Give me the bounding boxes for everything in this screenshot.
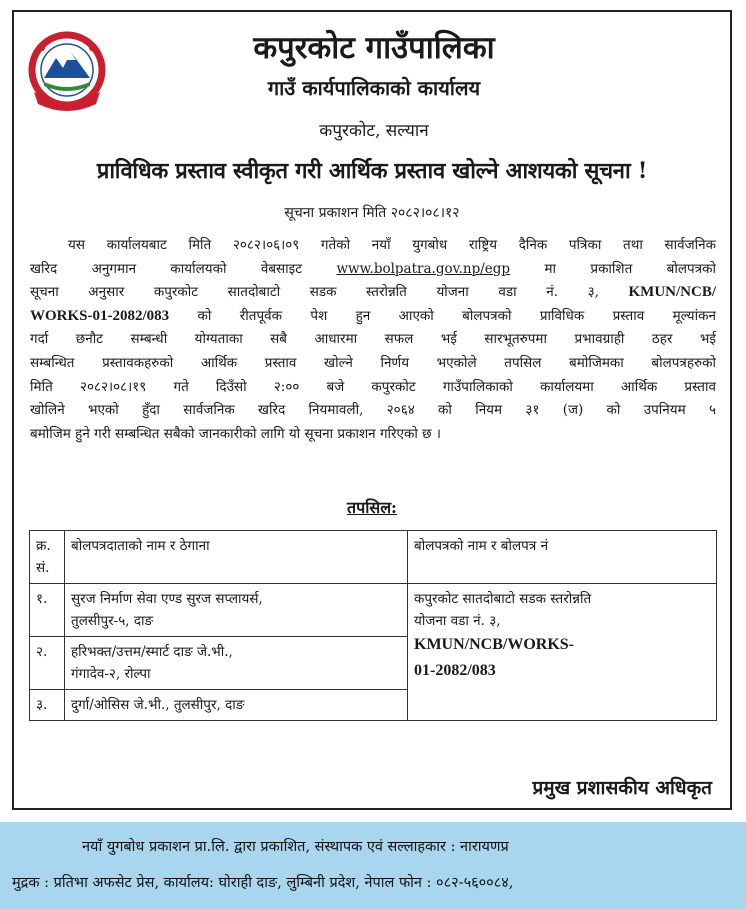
office-subtitle: गाउँ कार्यपालिकाको कार्यालय [267,76,481,100]
bid-details-cell [408,584,717,721]
body-line: यस कार्यालयबाट मिति २०८२।०६।०९ गतेको नयाँ युगबोध राष्ट्रिय दैनिक पत्रिका तथा सार्वजनिक [68,237,716,253]
body-line: सम्बन्धित प्रस्तावकहरुको आर्थिक प्रस्ताव खोल्ने निर्णय भएकोले तपसिल बमोजिमका बोलपत्रहरुको [30,354,716,371]
publication-date: सूचना प्रकाशन मिति २०८२।०८।१२ [284,205,460,221]
office-location: कपुरकोट, सल्यान [319,121,429,141]
bolpatra-url-link[interactable]: www.bolpatra.gov.np/egp [336,260,511,277]
bid-code-part: KMUN/NCB/ [628,284,716,301]
row-bidder [65,690,408,721]
municipality-title: कपुरकोट गाउँपालिका [253,30,495,66]
body-line: गर्दा छनौट सम्बन्धी योग्यताका सबै आधारमा सफल भई सारभूतरुपमा प्रभावग्राही ठहर भई [30,331,716,348]
bidder-name: सुरज निर्माण सेवा एण्ड सुरज सप्लायर्स, [71,591,263,607]
body-text-segment: सूचना अनुसार कपुरकोट सातदोबाटो सडक स्तरोन्नति योजना वडा नं. ३, [30,284,599,301]
newspaper-footer [0,822,746,910]
notice-frame [12,10,732,810]
footer-printer-line: मुद्रक : प्रतिभा अफसेट प्रेस, कार्यालय: घोराही दाङ, लुम्बिनी प्रदेश, नेपाल फोन : ०८२-५६००८४, [12,875,514,891]
body-text-segment: को रीतपूर्वक पेश हुन आएको बोलपत्रको प्राविधिक प्रस्ताव मूल्यांकन [197,307,716,324]
footer-publisher-line: नयाँ युगबोध प्रकाशन प्रा.लि. द्वारा प्रकाशित, संस्थापक एवं सल्लाहकार : नारायणप्र [82,839,509,855]
signatory-title: प्रमुख प्रशासकीय अधिकृत [532,777,712,799]
body-line [30,258,716,282]
header-bid-name: बोलपत्रको नाम र बोलपत्र नं [408,531,717,584]
bidder-name: दुर्गा/ओसिस जे.भी., तुलसीपुर, दाङ [71,697,245,713]
nepal-government-emblem-icon [28,30,106,116]
row-serial: २. [30,637,65,690]
notice-headline: प्राविधिक प्रस्ताव स्वीकृत गरी आर्थिक प्रस्ताव खोल्ने आशयको सूचना ! [96,158,648,184]
body-line: बमोजिम हुने गरी सम्बन्धित सबैको जानकारीको लागि यो सूचना प्रकाशन गरिएको छ । [30,425,442,442]
project-name: कपुरकोट सातदोबाटो सडक स्तरोन्नति [414,591,592,607]
project-ward: योजना वडा नं. ३, [414,613,501,629]
row-serial: १. [30,584,65,637]
body-line [30,305,716,329]
header-sn-line: सं. [36,560,50,576]
header-sn-line: क्र. [36,538,51,554]
bidder-address: गंगादेव-२, रोल्पा [71,666,151,682]
bidder-name: हरिभक्त/उत्तम/स्मार्ट दाङ जे.भी., [71,644,233,660]
body-line: खोलिने भएको हुँदा सार्वजनिक खरिद नियमावली, २०६४ को नियम ३१ (ज) को उपनियम ५ [30,402,716,419]
row-bidder [65,584,408,637]
bid-number-part: KMUN/NCB/WORKS- [414,636,574,653]
body-line: मिति २०८२।०८।१९ गते दिउँसो २:०० बजे कपुरकोट गाउँपालिकाको कार्यालयमा आर्थिक प्रस्ताव [30,378,716,395]
row-bidder [65,637,408,690]
bidder-address: तुलसीपुर-५, दाङ [71,613,154,629]
table-header-row [30,531,717,584]
schedule-heading-text: तपसिल: [347,498,397,517]
bid-code-part: WORKS-01-2082/083 [30,307,170,324]
notice-body [30,234,716,446]
body-text-segment: मा प्रकाशित बोलपत्रको [544,260,716,277]
body-line [30,281,716,305]
table-row [30,584,717,637]
schedule-heading [14,496,730,518]
bid-number-part: 01-2082/083 [414,662,496,679]
body-text-segment: खरिद अनुगमान कार्यालयको वेबसाइट [30,260,303,277]
header-bidder-name: बोलपत्रदाताको नाम र ठेगाना [65,531,408,584]
header-serial-number [30,531,65,584]
bidders-table [29,530,717,721]
row-serial: ३. [30,690,65,721]
